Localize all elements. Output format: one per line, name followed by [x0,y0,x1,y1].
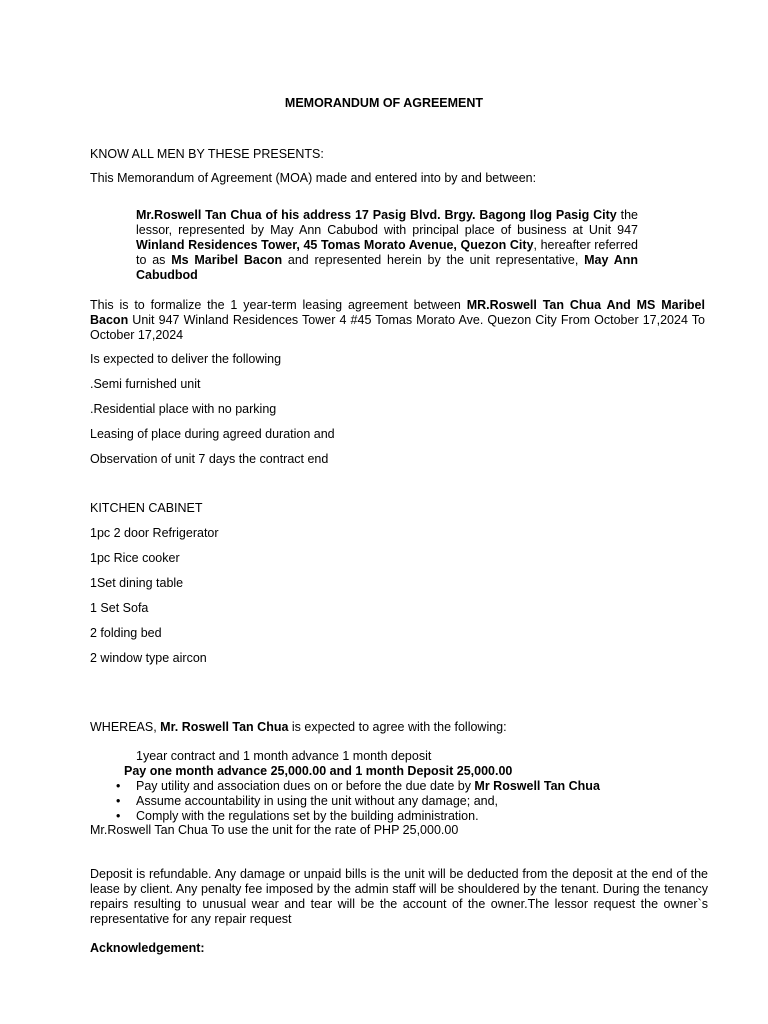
inventory-item: 1pc Rice cooker [90,551,180,565]
rate-line: Mr.Roswell Tan Chua To use the unit for the rate of PHP 25,000.00 [90,823,459,837]
know-all-line: KNOW ALL MEN BY THESE PRESENTS: [90,147,324,161]
bullet-bold-name: Mr Roswell Tan Chua [474,779,600,793]
bullet-text: Comply with the regulations set by the building administration. [136,809,479,823]
inventory-item: 1 Set Sofa [90,601,149,615]
parties-names: MR.Roswell Tan Chua And MS Maribel Bacon [90,298,705,327]
inventory-item: 2 folding bed [90,626,162,640]
tenant-name: Ms Maribel Bacon [171,253,283,267]
formalize-text-1: This is to formalize the 1 year-term leasing agreement between [90,298,467,312]
bullet-item [116,794,499,809]
deliver-heading: Is expected to deliver the following [90,352,282,366]
bullet-dot: • [116,794,121,808]
inventory-item: 2 window type aircon [90,651,207,665]
lessor-text-3: and represented herein by the unit representative, [282,253,585,267]
inventory-item: 1Set dining table [90,576,184,590]
document-title: MEMORANDUM OF AGREEMENT [284,96,484,110]
lessor-paragraph [136,208,638,283]
contract-terms-line: 1year contract and 1 month advance 1 month deposit [136,749,432,763]
moa-intro-line: This Memorandum of Agreement (MOA) made and entered into by and between: [90,171,537,185]
bullet-item [116,809,479,824]
deposit-paragraph: Deposit is refundable. Any damage or unpaid bills is the unit will be deducted from the deposit at the end of the lease by client. Any penalty fee imposed by the admin staff will be shouldered by the tenant. During the tenancy repairs resulting to unusual wear and tear will be the account of the owner.The lessor request the owner`s representative for any repair request [90,867,708,926]
payment-terms-line: Pay one month advance 25,000.00 and 1 month Deposit 25,000.00 [124,764,513,778]
formalize-paragraph [90,298,705,343]
acknowledgement-heading: Acknowledgement: [90,941,205,955]
representative-name: May Ann Cabudbod [136,253,639,282]
lessor-text-2: , hereafter referred to as [136,238,639,267]
whereas-line [90,720,507,735]
lessor-text-1: the lessor, represented by May Ann Cabubod with principal place of business at Unit 947 [136,208,638,237]
unit-address: Winland Residences Tower, 45 Tomas Morato Avenue, Quezon City [136,238,534,252]
deliver-item: Leasing of place during agreed duration and [90,427,335,441]
deliver-item: Observation of unit 7 days the contract end [90,452,329,466]
bullet-dot: • [116,779,121,793]
deliver-item: .Residential place with no parking [90,402,277,416]
deliver-item: .Semi furnished unit [90,377,201,391]
whereas-suffix: is expected to agree with the following: [288,720,507,734]
lessor-name-address: Mr.Roswell Tan Chua of his address 17 Pasig Blvd. Brgy. Bagong Ilog Pasig City [136,208,617,222]
bullet-dot: • [116,809,121,823]
bullet-text: Assume accountability in using the unit without any damage; and, [136,794,499,808]
formalize-text-2: Unit 947 Winland Residences Tower 4 #45 Tomas Morato Ave. Quezon City From October 17,2024 To October 17,2024 [90,313,705,342]
whereas-prefix: WHEREAS, [90,720,161,734]
bullet-item [116,779,600,794]
whereas-name: Mr. Roswell Tan Chua [160,720,289,734]
inventory-item: 1pc 2 door Refrigerator [90,526,219,540]
inventory-item: KITCHEN CABINET [90,501,203,515]
bullet-text: Pay utility and association dues on or before the due date by [136,779,475,793]
